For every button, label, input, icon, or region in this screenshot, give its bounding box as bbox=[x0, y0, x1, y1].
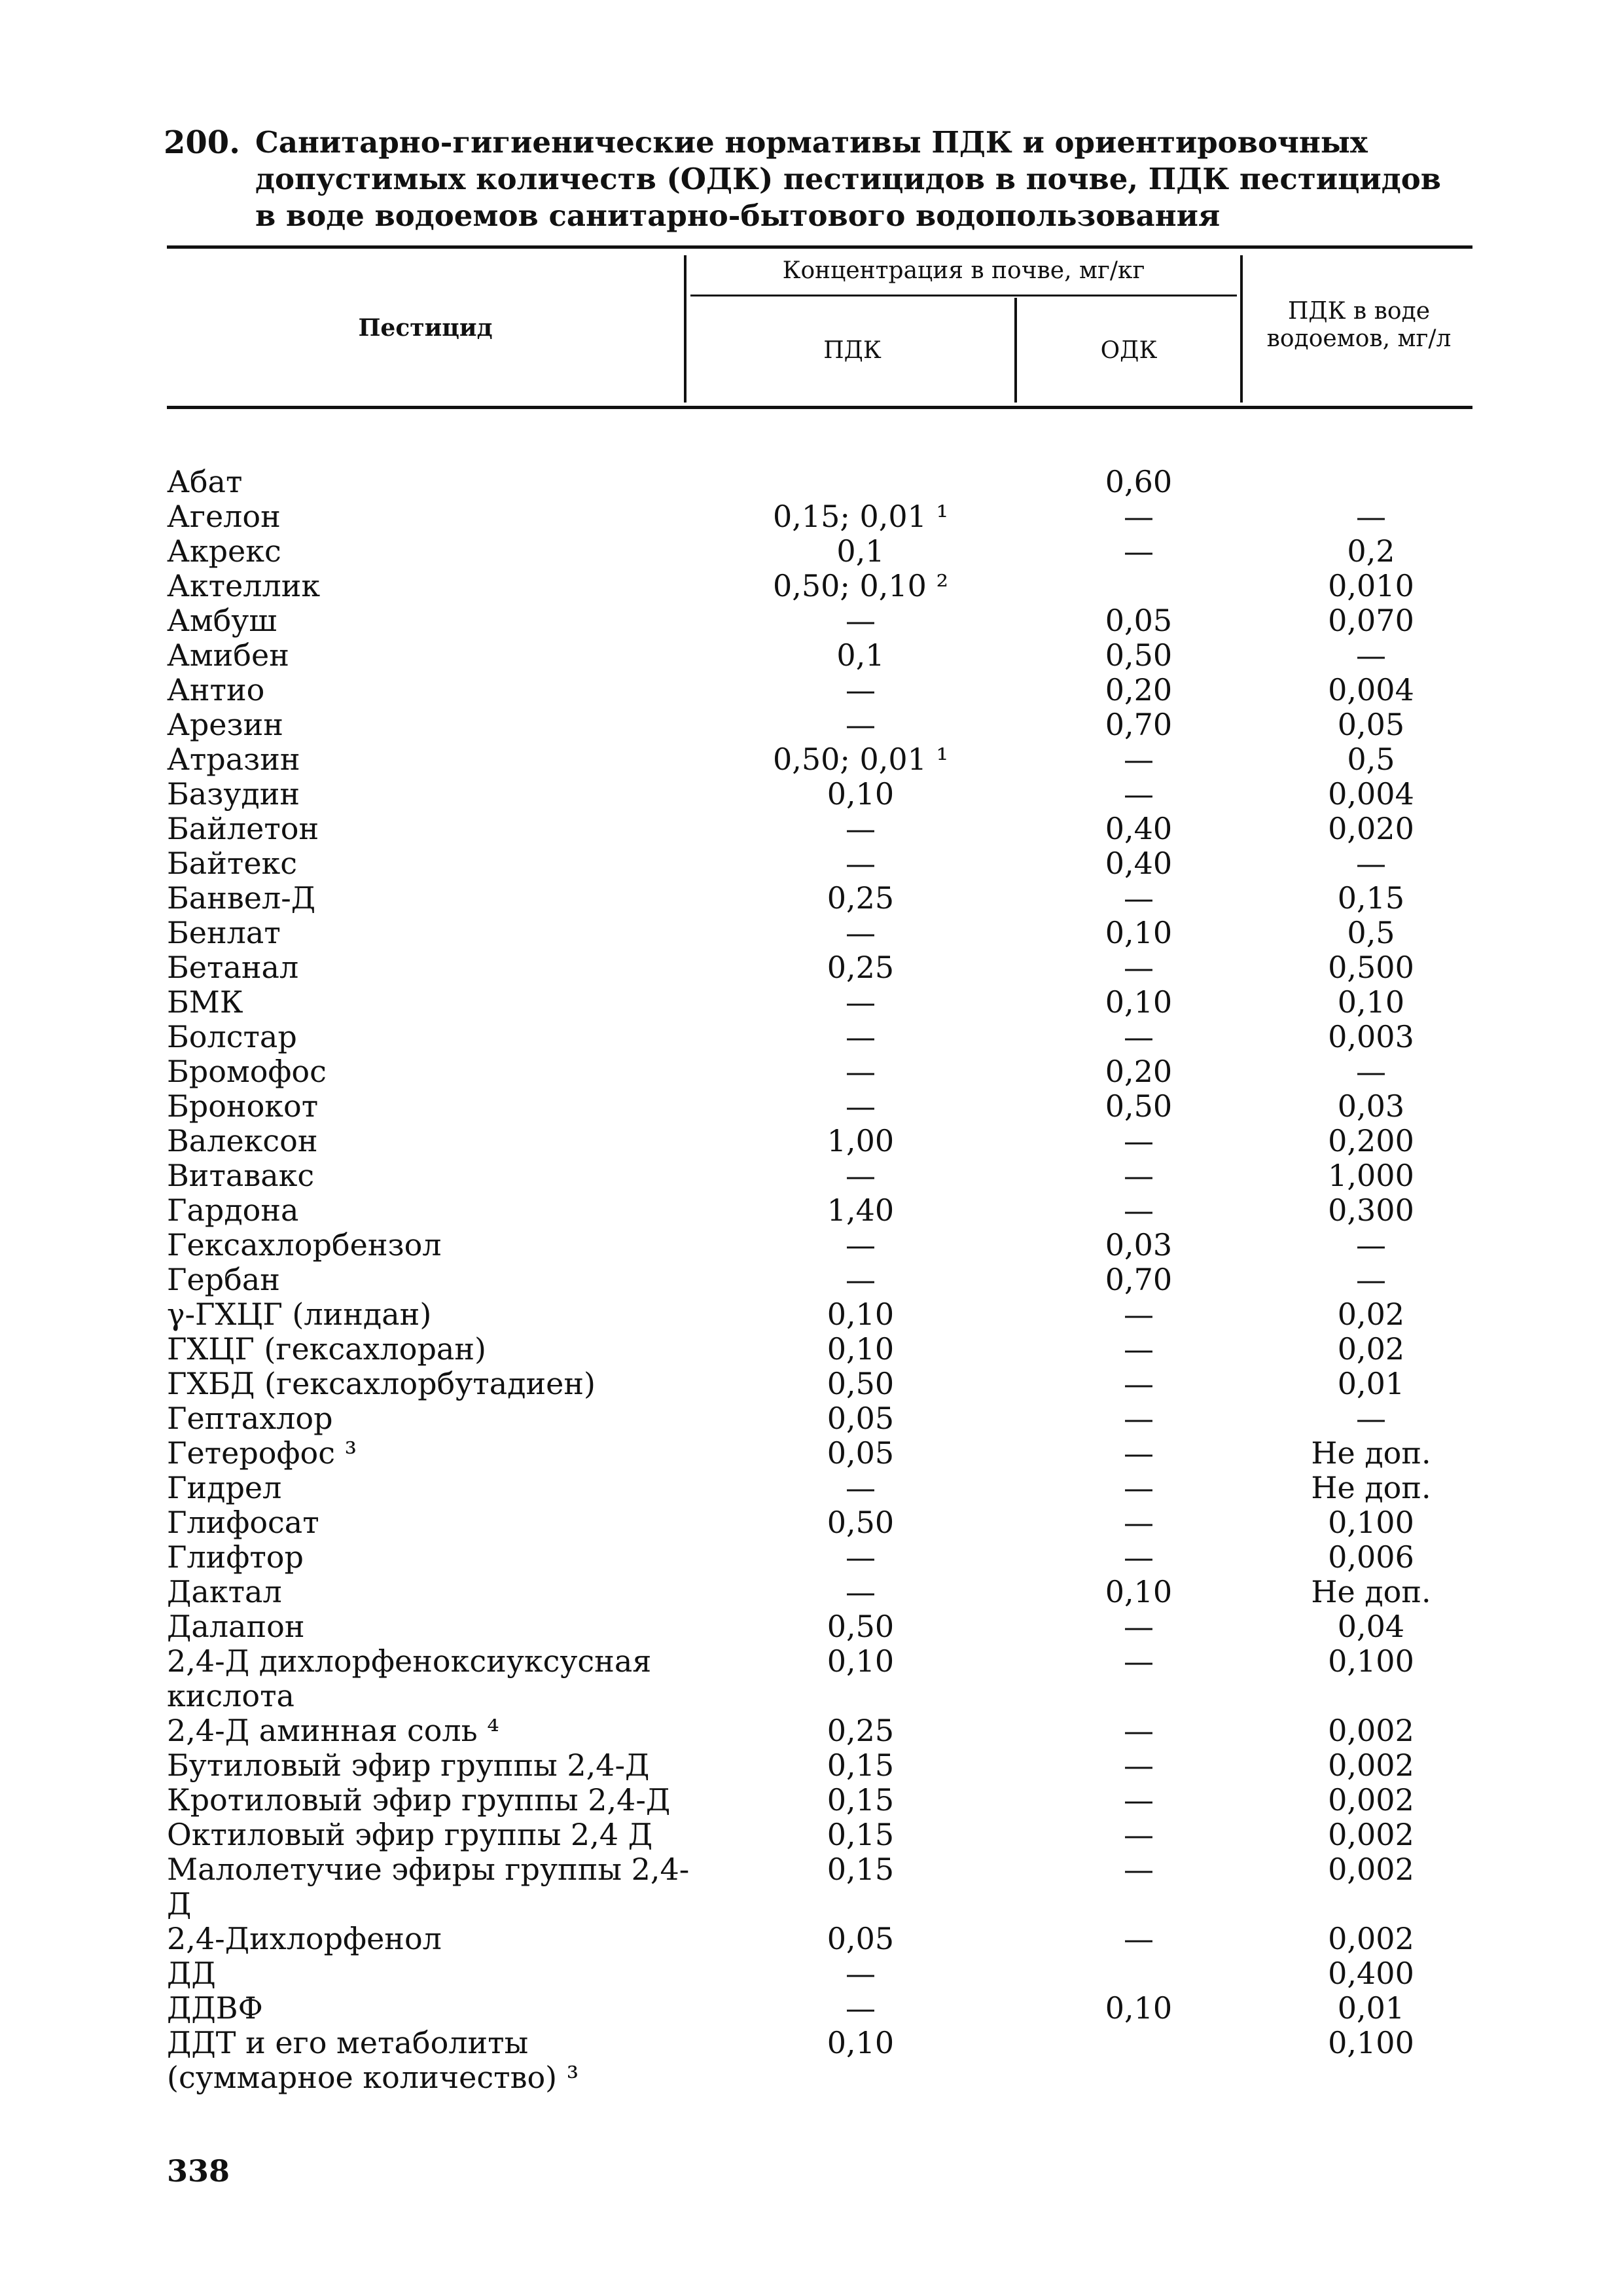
table-row bbox=[167, 1401, 1476, 1436]
soil-odk-cell: 0,20 bbox=[1105, 1054, 1173, 1089]
soil-pdk-cell: 0,50 bbox=[827, 1505, 895, 1540]
soil-odk-cell: 0,70 bbox=[1105, 1262, 1173, 1297]
water-pdk-cell: — bbox=[1356, 1227, 1386, 1263]
water-pdk-cell: 0,010 bbox=[1328, 568, 1414, 603]
soil-odk-cell: 0,10 bbox=[1105, 1574, 1173, 1609]
water-pdk-cell: 0,006 bbox=[1328, 1539, 1414, 1575]
soil-pdk-cell: 0,1 bbox=[836, 637, 885, 673]
soil-pdk-cell: — bbox=[846, 1158, 876, 1193]
soil-odk-cell: 0,50 bbox=[1105, 637, 1173, 673]
water-pdk-cell: 0,002 bbox=[1328, 1921, 1414, 1956]
water-pdk-cell: 0,004 bbox=[1328, 672, 1414, 708]
table-row bbox=[167, 1505, 1476, 1540]
pesticide-name: Кротиловый эфир группы 2,4-Д bbox=[167, 1782, 671, 1818]
water-pdk-cell: — bbox=[1356, 1401, 1386, 1436]
table-row bbox=[167, 846, 1476, 881]
soil-odk-cell: — bbox=[1124, 1539, 1154, 1575]
soil-pdk-cell: 0,15 bbox=[827, 1817, 895, 1852]
soil-pdk-cell: 1,00 bbox=[827, 1123, 895, 1158]
table-row bbox=[167, 1991, 1476, 2026]
pesticide-name: Болстар bbox=[167, 1019, 297, 1054]
soil-pdk-cell: — bbox=[846, 1088, 876, 1124]
pesticide-name: Бромофос bbox=[167, 1054, 327, 1089]
soil-pdk-cell: — bbox=[846, 1470, 876, 1505]
table-row bbox=[167, 1054, 1476, 1089]
soil-pdk-cell: 0,15 bbox=[827, 1782, 895, 1818]
table-row bbox=[167, 1748, 1476, 1783]
header-pesticide: Пестицид bbox=[358, 314, 493, 342]
table-row bbox=[167, 881, 1476, 916]
soil-odk-cell: 0,05 bbox=[1105, 603, 1173, 638]
soil-odk-cell: — bbox=[1124, 1123, 1154, 1158]
soil-pdk-cell: 0,15 bbox=[827, 1852, 895, 1887]
soil-odk-cell: — bbox=[1124, 880, 1154, 916]
water-pdk-cell: 0,002 bbox=[1328, 1852, 1414, 1887]
water-pdk-cell: 0,100 bbox=[1328, 2025, 1414, 2060]
table-number: 200. bbox=[164, 124, 240, 161]
table-row bbox=[167, 2026, 1476, 2095]
table-row bbox=[167, 1575, 1476, 1609]
table-row bbox=[167, 638, 1476, 673]
water-pdk-cell: 0,15 bbox=[1337, 880, 1405, 916]
table-row bbox=[167, 1471, 1476, 1505]
table-row bbox=[167, 1089, 1476, 1124]
table-row bbox=[167, 1818, 1476, 1852]
soil-pdk-cell: 0,10 bbox=[827, 776, 895, 812]
pesticide-name: Бенлат bbox=[167, 915, 281, 950]
pesticide-name: Агелон bbox=[167, 499, 281, 534]
water-pdk-cell: Не доп. bbox=[1311, 1435, 1431, 1471]
soil-pdk-cell: 0,05 bbox=[827, 1401, 895, 1436]
water-pdk-cell: 0,01 bbox=[1337, 1990, 1405, 2026]
pesticide-name: ДДВФ bbox=[167, 1990, 263, 2026]
soil-pdk-cell: — bbox=[846, 1574, 876, 1609]
pesticide-name: Гетерофос ³ bbox=[167, 1435, 357, 1471]
soil-odk-cell: — bbox=[1124, 499, 1154, 534]
header-bottom-rule bbox=[167, 406, 1472, 409]
soil-odk-cell: — bbox=[1124, 1713, 1154, 1748]
table-row bbox=[167, 950, 1476, 985]
table-row bbox=[167, 1263, 1476, 1297]
water-pdk-cell: 0,400 bbox=[1328, 1956, 1414, 1991]
pesticide-name: Гидрел bbox=[167, 1470, 282, 1505]
water-pdk-cell: 0,020 bbox=[1328, 811, 1414, 846]
table-row bbox=[167, 569, 1476, 603]
table-row bbox=[167, 603, 1476, 638]
soil-odk-cell: 0,20 bbox=[1105, 672, 1173, 708]
soil-odk-cell: — bbox=[1124, 1643, 1154, 1679]
table-row bbox=[167, 1367, 1476, 1401]
water-pdk-cell: — bbox=[1356, 1262, 1386, 1297]
soil-pdk-cell: 0,10 bbox=[827, 1297, 895, 1332]
soil-odk-cell: — bbox=[1124, 1748, 1154, 1783]
table-caption: Санитарно-гигиенические нормативы ПДК и ориентировочных допустимых количеств (ОДК) пестицидов в почве, ПДК пестицидов в воде водоемов санитарно-бытового водопользования bbox=[255, 125, 1441, 233]
pesticide-name: Гексахлорбензол bbox=[167, 1227, 442, 1263]
header-water-pdk: ПДК в воде водоемов, мг/л bbox=[1266, 298, 1452, 352]
table-row bbox=[167, 1956, 1476, 1991]
soil-pdk-cell: 0,05 bbox=[827, 1435, 895, 1471]
soil-pdk-cell: — bbox=[846, 984, 876, 1020]
pesticide-name: Базудин bbox=[167, 776, 300, 812]
soil-pdk-cell: 0,25 bbox=[827, 1713, 895, 1748]
water-pdk-cell: 0,002 bbox=[1328, 1782, 1414, 1818]
water-pdk-cell: 0,100 bbox=[1328, 1505, 1414, 1540]
soil-odk-cell: — bbox=[1124, 1470, 1154, 1505]
pesticide-name: Гептахлор bbox=[167, 1401, 333, 1436]
table-row bbox=[167, 916, 1476, 950]
soil-pdk-cell: — bbox=[846, 1990, 876, 2026]
water-pdk-cell: 1,000 bbox=[1328, 1158, 1414, 1193]
header-odk: ОДК bbox=[1100, 337, 1158, 364]
soil-odk-cell: — bbox=[1124, 776, 1154, 812]
pesticide-name: γ-ГХЦГ (линдан) bbox=[167, 1297, 432, 1332]
pesticide-name: ГХЦГ (гексахлоран) bbox=[167, 1331, 486, 1367]
soil-odk-cell: 0,40 bbox=[1105, 811, 1173, 846]
soil-pdk-cell: 0,50 bbox=[827, 1366, 895, 1401]
header-soil-concentration: Концентрация в почве, мг/кг bbox=[782, 257, 1145, 284]
page-number: 338 bbox=[167, 2153, 230, 2189]
water-pdk-cell: 0,10 bbox=[1337, 984, 1405, 1020]
soil-pdk-cell: 0,05 bbox=[827, 1921, 895, 1956]
water-pdk-cell: Не доп. bbox=[1311, 1470, 1431, 1505]
soil-odk-cell: — bbox=[1124, 1019, 1154, 1054]
soil-pdk-cell: — bbox=[846, 915, 876, 950]
table-row bbox=[167, 1297, 1476, 1332]
soil-odk-cell: 0,40 bbox=[1105, 846, 1173, 881]
pesticide-name: ДДТ и его метаболиты (суммарное количество) ³ bbox=[167, 2025, 579, 2095]
water-pdk-cell: Не доп. bbox=[1311, 1574, 1431, 1609]
pesticide-name: БМК bbox=[167, 984, 243, 1020]
pesticide-name: Гербан bbox=[167, 1262, 280, 1297]
soil-odk-cell: — bbox=[1124, 1782, 1154, 1818]
pesticide-name: Акрекс bbox=[167, 533, 281, 569]
soil-pdk-cell: 0,50 bbox=[827, 1609, 895, 1644]
pesticide-name: Бетанал bbox=[167, 950, 299, 985]
soil-pdk-cell: — bbox=[846, 672, 876, 708]
water-pdk-cell: 0,004 bbox=[1328, 776, 1414, 812]
soil-odk-cell: — bbox=[1124, 1193, 1154, 1228]
soil-pdk-cell: 0,10 bbox=[827, 2025, 895, 2060]
soil-pdk-cell: — bbox=[846, 1539, 876, 1575]
pesticide-name: Валексон bbox=[167, 1123, 318, 1158]
table-row bbox=[167, 985, 1476, 1020]
soil-odk-cell: — bbox=[1124, 1505, 1154, 1540]
pesticide-name: Байлетон bbox=[167, 811, 319, 846]
water-pdk-cell: 0,02 bbox=[1337, 1297, 1405, 1332]
soil-pdk-cell: — bbox=[846, 1956, 876, 1991]
pesticide-name: Актеллик bbox=[167, 568, 321, 603]
soil-odk-cell: 0,10 bbox=[1105, 1990, 1173, 2026]
soil-pdk-cell: — bbox=[846, 1262, 876, 1297]
soil-odk-cell: — bbox=[1124, 1435, 1154, 1471]
water-pdk-cell: 0,05 bbox=[1337, 707, 1405, 742]
pesticide-name: Арезин bbox=[167, 707, 283, 742]
table-row bbox=[167, 1332, 1476, 1367]
pesticide-name: Малолетучие эфиры группы 2,4-Д bbox=[167, 1852, 690, 1922]
water-pdk-cell: 0,002 bbox=[1328, 1748, 1414, 1783]
water-pdk-cell: 0,003 bbox=[1328, 1019, 1414, 1054]
header-divider-2 bbox=[1014, 298, 1017, 403]
header-divider-3 bbox=[1240, 255, 1243, 403]
table-row bbox=[167, 1228, 1476, 1263]
soil-odk-cell: — bbox=[1124, 742, 1154, 777]
soil-odk-cell: — bbox=[1124, 1158, 1154, 1193]
pesticide-name: 2,4-Д дихлорфеноксиуксусная кислота bbox=[167, 1643, 652, 1713]
table-row bbox=[167, 1783, 1476, 1818]
soil-pdk-cell: 0,10 bbox=[827, 1331, 895, 1367]
water-pdk-cell: — bbox=[1356, 499, 1386, 534]
pesticide-name: Витавакс bbox=[167, 1158, 315, 1193]
table-row bbox=[167, 777, 1476, 812]
water-pdk-cell: 0,2 bbox=[1347, 533, 1395, 569]
pesticide-name: Атразин bbox=[167, 742, 300, 777]
pesticide-name: 2,4-Д аминная соль ⁴ bbox=[167, 1713, 499, 1748]
pesticide-name: 2,4-Дихлорфенол bbox=[167, 1921, 442, 1956]
soil-pdk-cell: — bbox=[846, 603, 876, 638]
water-pdk-cell: — bbox=[1356, 1054, 1386, 1089]
table-row bbox=[167, 812, 1476, 846]
pesticide-name: Глифосат bbox=[167, 1505, 319, 1540]
pesticide-name: Бутиловый эфир группы 2,4-Д bbox=[167, 1748, 650, 1783]
table-row bbox=[167, 499, 1476, 534]
header-top-rule bbox=[167, 245, 1472, 249]
pesticide-name: Антио bbox=[167, 672, 265, 708]
pesticide-name: Далапон bbox=[167, 1609, 305, 1644]
pesticide-name: ГХБД (гексахлорбутадиен) bbox=[167, 1366, 596, 1401]
pesticide-name: ДД bbox=[167, 1956, 216, 1991]
water-pdk-cell: 0,02 bbox=[1337, 1331, 1405, 1367]
soil-odk-cell: — bbox=[1124, 1401, 1154, 1436]
table-row bbox=[167, 1609, 1476, 1644]
table-row bbox=[167, 1540, 1476, 1575]
header-pdk: ПДК bbox=[823, 337, 882, 364]
pesticide-name: Амибен bbox=[167, 637, 289, 673]
soil-pdk-cell: 0,1 bbox=[836, 533, 885, 569]
pesticide-name: Банвел-Д bbox=[167, 880, 316, 916]
pesticide-name: Гардона bbox=[167, 1193, 299, 1228]
table-body bbox=[167, 465, 1476, 2095]
soil-odk-cell: — bbox=[1124, 950, 1154, 985]
soil-odk-cell: — bbox=[1124, 1297, 1154, 1332]
water-pdk-cell: 0,5 bbox=[1347, 915, 1395, 950]
water-pdk-cell: — bbox=[1356, 846, 1386, 881]
soil-pdk-cell: 0,15; 0,01 ¹ bbox=[772, 499, 949, 534]
pesticide-name: Глифтор bbox=[167, 1539, 304, 1575]
table-row bbox=[167, 1713, 1476, 1748]
pesticide-name: Бронокот bbox=[167, 1088, 319, 1124]
table-row bbox=[167, 534, 1476, 569]
water-pdk-cell: — bbox=[1356, 637, 1386, 673]
soil-pdk-cell: 0,25 bbox=[827, 950, 895, 985]
water-pdk-cell: 0,200 bbox=[1328, 1123, 1414, 1158]
soil-odk-cell: — bbox=[1124, 1331, 1154, 1367]
soil-pdk-cell: — bbox=[846, 707, 876, 742]
table-row bbox=[167, 1193, 1476, 1228]
water-pdk-cell: 0,01 bbox=[1337, 1366, 1405, 1401]
soil-odk-cell: 0,10 bbox=[1105, 915, 1173, 950]
soil-odk-cell: — bbox=[1124, 1366, 1154, 1401]
table-row bbox=[167, 1158, 1476, 1193]
soil-pdk-cell: — bbox=[846, 811, 876, 846]
soil-odk-cell: — bbox=[1124, 1921, 1154, 1956]
table-row bbox=[167, 1922, 1476, 1956]
water-pdk-cell: 0,500 bbox=[1328, 950, 1414, 985]
soil-pdk-cell: — bbox=[846, 846, 876, 881]
water-pdk-cell: 0,002 bbox=[1328, 1817, 1414, 1852]
soil-odk-cell: 0,50 bbox=[1105, 1088, 1173, 1124]
water-pdk-cell: 0,070 bbox=[1328, 603, 1414, 638]
pesticide-name: Дактал bbox=[167, 1574, 282, 1609]
table-row bbox=[167, 465, 1476, 499]
soil-pdk-cell: 0,15 bbox=[827, 1748, 895, 1783]
table-title bbox=[164, 124, 1446, 234]
soil-odk-cell: — bbox=[1124, 1852, 1154, 1887]
soil-odk-cell: 0,10 bbox=[1105, 984, 1173, 1020]
soil-odk-cell: — bbox=[1124, 1609, 1154, 1644]
soil-pdk-cell: 0,50; 0,01 ¹ bbox=[772, 742, 949, 777]
pesticide-name: Октиловый эфир группы 2,4 Д bbox=[167, 1817, 653, 1852]
table-row bbox=[167, 1852, 1476, 1922]
soil-odk-cell: 0,03 bbox=[1105, 1227, 1173, 1263]
water-pdk-cell: 0,100 bbox=[1328, 1643, 1414, 1679]
soil-pdk-cell: 1,40 bbox=[827, 1193, 895, 1228]
table-row bbox=[167, 1020, 1476, 1054]
table-row bbox=[167, 673, 1476, 708]
water-pdk-cell: 0,04 bbox=[1337, 1609, 1405, 1644]
table-row bbox=[167, 1124, 1476, 1158]
soil-pdk-cell: — bbox=[846, 1019, 876, 1054]
soil-pdk-cell: — bbox=[846, 1054, 876, 1089]
water-pdk-cell: 0,300 bbox=[1328, 1193, 1414, 1228]
soil-odk-cell: — bbox=[1124, 1817, 1154, 1852]
header-divider-1 bbox=[684, 255, 687, 403]
table-row bbox=[167, 1644, 1476, 1713]
soil-odk-cell: — bbox=[1124, 533, 1154, 569]
pesticide-name: Байтекс bbox=[167, 846, 298, 881]
table-row bbox=[167, 1436, 1476, 1471]
water-pdk-cell: 0,002 bbox=[1328, 1713, 1414, 1748]
header-group-rule bbox=[690, 295, 1237, 296]
table-row bbox=[167, 708, 1476, 742]
soil-pdk-cell: 0,50; 0,10 ² bbox=[772, 568, 949, 603]
soil-pdk-cell: — bbox=[846, 1227, 876, 1263]
soil-odk-cell: 0,60 bbox=[1105, 464, 1173, 499]
soil-pdk-cell: 0,25 bbox=[827, 880, 895, 916]
water-pdk-cell: 0,5 bbox=[1347, 742, 1395, 777]
soil-odk-cell: 0,70 bbox=[1105, 707, 1173, 742]
pesticide-name: Абат bbox=[167, 464, 243, 499]
soil-pdk-cell: 0,10 bbox=[827, 1643, 895, 1679]
table-row bbox=[167, 742, 1476, 777]
water-pdk-cell: 0,03 bbox=[1337, 1088, 1405, 1124]
pesticide-name: Амбуш bbox=[167, 603, 277, 638]
